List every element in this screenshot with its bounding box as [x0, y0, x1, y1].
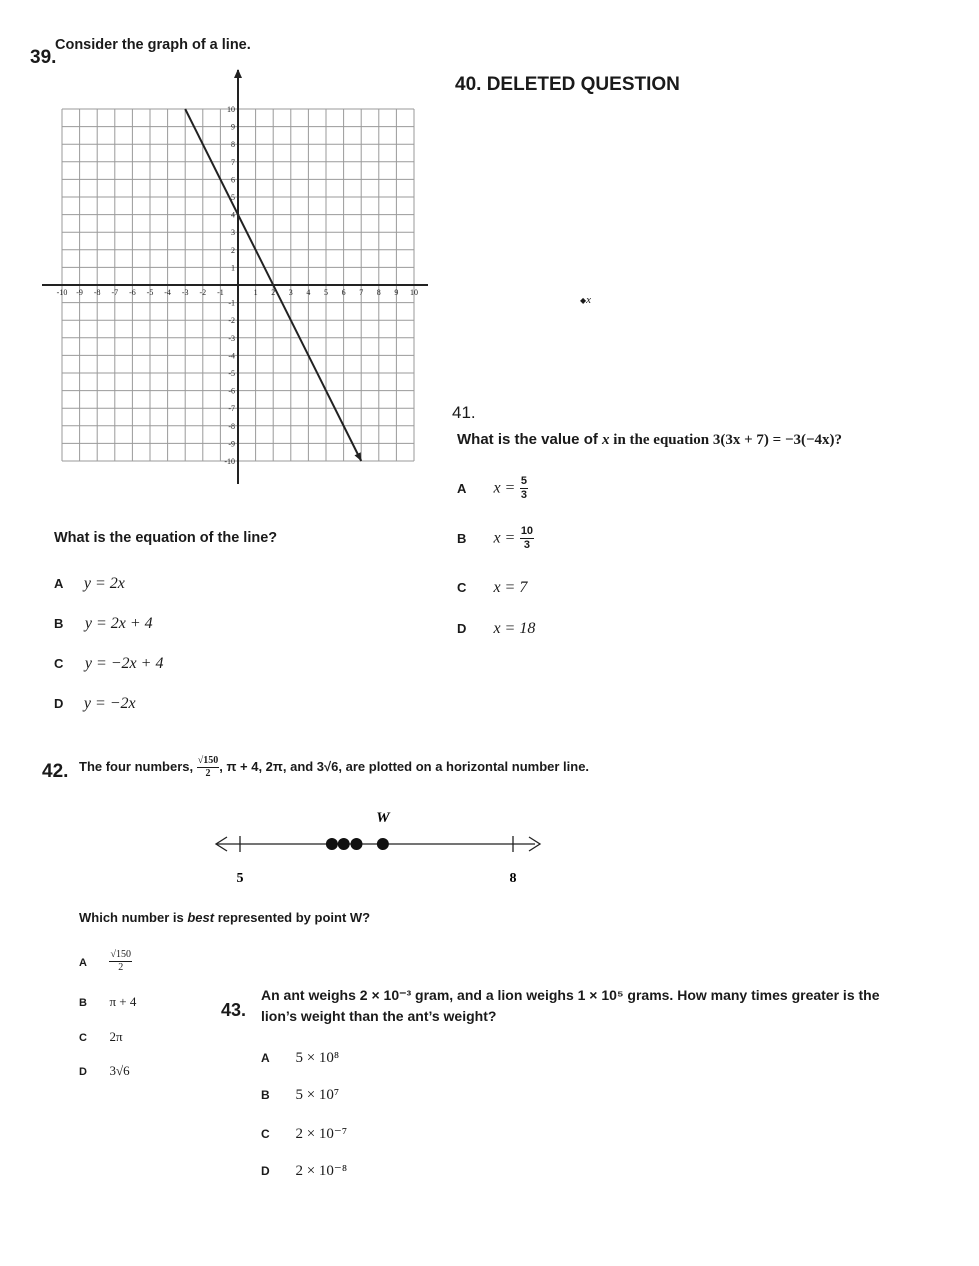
plotted-point — [377, 838, 389, 850]
q43-stem-line2: lion’s weight than the ant’s weight? — [261, 1008, 497, 1024]
choice-text: y = −2x + 4 — [84, 655, 164, 672]
x-tick-label: 6 — [341, 288, 346, 297]
q43-choice-d[interactable] — [261, 1161, 347, 1180]
q39-choice-a[interactable] — [54, 575, 125, 593]
choice-letter: B — [79, 997, 87, 1009]
plotted-point — [326, 838, 338, 850]
choice-letter: D — [261, 1164, 270, 1178]
y-tick-label: 7 — [231, 157, 235, 167]
q41-question-var: x — [602, 432, 610, 448]
q41-question-pre: What is the value of — [457, 431, 603, 448]
q43-choice-c[interactable] — [261, 1124, 347, 1143]
y-tick-label: -8 — [228, 421, 235, 431]
q40-title: 40. DELETED QUESTION — [455, 74, 680, 95]
y-tick-label: 8 — [231, 140, 235, 150]
q42-question-emphasis: best — [187, 910, 215, 925]
fraction-numerator: √150 — [197, 755, 219, 766]
q41-choice-b[interactable] — [457, 526, 534, 551]
q41-question — [457, 431, 842, 449]
plotted-point — [338, 838, 350, 850]
q43-choice-a[interactable] — [261, 1049, 339, 1067]
q39-question: What is the equation of the line? — [54, 530, 278, 546]
y-tick-label: -3 — [228, 333, 235, 343]
q42-choice-c[interactable] — [79, 1028, 123, 1046]
choice-letter: D — [457, 621, 467, 636]
fraction-numerator: √150 — [110, 949, 131, 960]
plotted-point — [350, 838, 362, 850]
y-tick-label: 2 — [231, 245, 235, 255]
choice-text: x = 18 — [493, 620, 536, 637]
choice-text: y = 2x — [83, 575, 125, 592]
x-tick-label: -3 — [181, 288, 189, 297]
choice-letter: C — [54, 656, 64, 671]
y-tick-label: -9 — [228, 439, 235, 449]
q42-number: 42. — [42, 761, 69, 782]
y-tick-label: 5 — [231, 193, 235, 202]
q43-choice-b[interactable] — [261, 1086, 339, 1104]
q42-question-pre: Which number is — [79, 910, 188, 925]
q41-choice-d[interactable] — [457, 620, 535, 638]
q39-number: 39. — [30, 47, 57, 68]
choice-text: 2π — [109, 1029, 123, 1044]
choice-letter: C — [261, 1127, 270, 1141]
q41-question-post: in the equation 3(3x + 7) = −3(−4x)? — [609, 432, 843, 448]
q41-choice-a[interactable] — [457, 476, 528, 501]
start-label: 5 — [236, 871, 244, 886]
y-tick-label: -2 — [228, 316, 235, 326]
q42-stem-post: , π + 4, 2π, and 3√6, are plotted on a horizontal number line. — [219, 758, 590, 774]
x-tick-label: -5 — [146, 288, 154, 297]
fraction-denominator: 2 — [118, 962, 124, 973]
q43-stem-line1: An ant weighs 2 × 10⁻³ gram, and a lion weighs 1 × 10⁵ grams. How many times greater is the — [261, 987, 880, 1003]
choice-text: 2 × 10⁻⁷ — [295, 1126, 348, 1142]
choice-letter: D — [79, 1066, 87, 1078]
q42-stem — [79, 756, 589, 779]
choice-prefix: x = — [493, 529, 516, 547]
x-tick-label: -8 — [93, 288, 101, 297]
q42-choice-d[interactable] — [79, 1062, 130, 1080]
q40-stray-x: x — [586, 294, 592, 306]
y-tick-label: 9 — [231, 122, 235, 132]
x-tick-label: 7 — [359, 288, 364, 297]
choice-fraction — [520, 526, 534, 551]
q41-choice-c[interactable] — [457, 579, 527, 597]
q39-coordinate-graph — [40, 66, 430, 486]
x-tick-label: 5 — [324, 288, 328, 297]
x-tick-label: -7 — [111, 288, 119, 297]
y-tick-label: -10 — [224, 457, 235, 466]
x-tick-label: -6 — [129, 288, 136, 297]
x-tick-label: -9 — [76, 288, 83, 297]
point-w-label: W — [376, 810, 390, 826]
choice-letter: A — [457, 480, 467, 496]
y-tick-label: -4 — [228, 351, 235, 361]
q39-choice-b[interactable] — [54, 615, 153, 633]
choice-letter: A — [261, 1051, 270, 1065]
choice-fraction — [109, 950, 132, 973]
y-tick-label: 6 — [231, 175, 235, 185]
choice-letter: B — [54, 616, 64, 631]
choice-text: 5 × 10⁸ — [295, 1050, 340, 1066]
choice-letter: D — [54, 696, 64, 711]
y-tick-label: 3 — [231, 228, 235, 238]
fraction-denominator: 3 — [520, 489, 527, 501]
choice-prefix: x = — [493, 479, 516, 497]
q40-stray-mark: ◆x — [580, 294, 592, 306]
q42-question — [79, 910, 370, 925]
choice-letter: B — [261, 1088, 270, 1102]
q42-question-post: represented by point W? — [214, 910, 371, 925]
y-tick-label: -5 — [228, 369, 235, 378]
fraction-numerator: 5 — [520, 475, 527, 487]
choice-letter: B — [457, 530, 467, 546]
x-tick-label: 9 — [394, 288, 399, 297]
q43-number: 43. — [221, 1000, 247, 1020]
q39-choice-c[interactable] — [54, 655, 163, 673]
q42-number-line — [205, 800, 555, 895]
y-tick-label: 10 — [227, 105, 235, 114]
q39-prompt: Consider the graph of a line. — [55, 37, 251, 53]
choice-letter: C — [79, 1032, 87, 1044]
choice-text: 2 × 10⁻⁸ — [295, 1163, 348, 1179]
y-tick-label: 1 — [231, 263, 235, 273]
choice-letter: A — [54, 576, 64, 591]
q43-stem — [261, 985, 880, 1027]
x-tick-label: 8 — [376, 288, 381, 297]
choice-text: y = −2x — [83, 695, 136, 712]
choice-text: 3√6 — [109, 1063, 130, 1078]
y-tick-label: 4 — [231, 210, 235, 220]
y-axis-arrow — [234, 69, 242, 78]
choice-letter: A — [79, 956, 87, 969]
x-tick-label: 1 — [253, 288, 258, 297]
x-tick-label: -4 — [164, 288, 171, 297]
fraction-numerator: 10 — [520, 525, 534, 537]
q42-choice-b[interactable] — [79, 993, 136, 1011]
q42-choice-a[interactable] — [79, 950, 132, 973]
choice-letter: C — [457, 580, 467, 595]
y-tick-label: -6 — [228, 386, 235, 396]
fraction-denominator: 2 — [205, 768, 211, 779]
x-tick-label: -1 — [217, 288, 224, 297]
choice-fraction — [520, 476, 528, 501]
y-tick-label: -1 — [228, 298, 235, 308]
x-tick-label: 3 — [288, 288, 293, 297]
x-tick-label: -2 — [199, 288, 207, 297]
q39-choice-d[interactable] — [54, 695, 136, 713]
x-tick-label: 4 — [306, 288, 311, 297]
q42-stem-fraction — [197, 756, 220, 779]
choice-text: y = 2x + 4 — [84, 615, 153, 632]
x-tick-label: 2 — [271, 288, 276, 297]
x-tick-label: 10 — [410, 288, 418, 297]
choice-text: π + 4 — [109, 994, 137, 1009]
q41-number: 41. — [452, 403, 476, 422]
end-label: 8 — [509, 871, 517, 886]
x-tick-label: -10 — [56, 288, 68, 297]
y-tick-label: -7 — [228, 404, 235, 414]
choice-text: 5 × 10⁷ — [295, 1087, 340, 1103]
q42-stem-pre: The four numbers, — [79, 758, 197, 774]
fraction-denominator: 3 — [523, 539, 530, 551]
choice-text: x = 7 — [493, 579, 528, 596]
